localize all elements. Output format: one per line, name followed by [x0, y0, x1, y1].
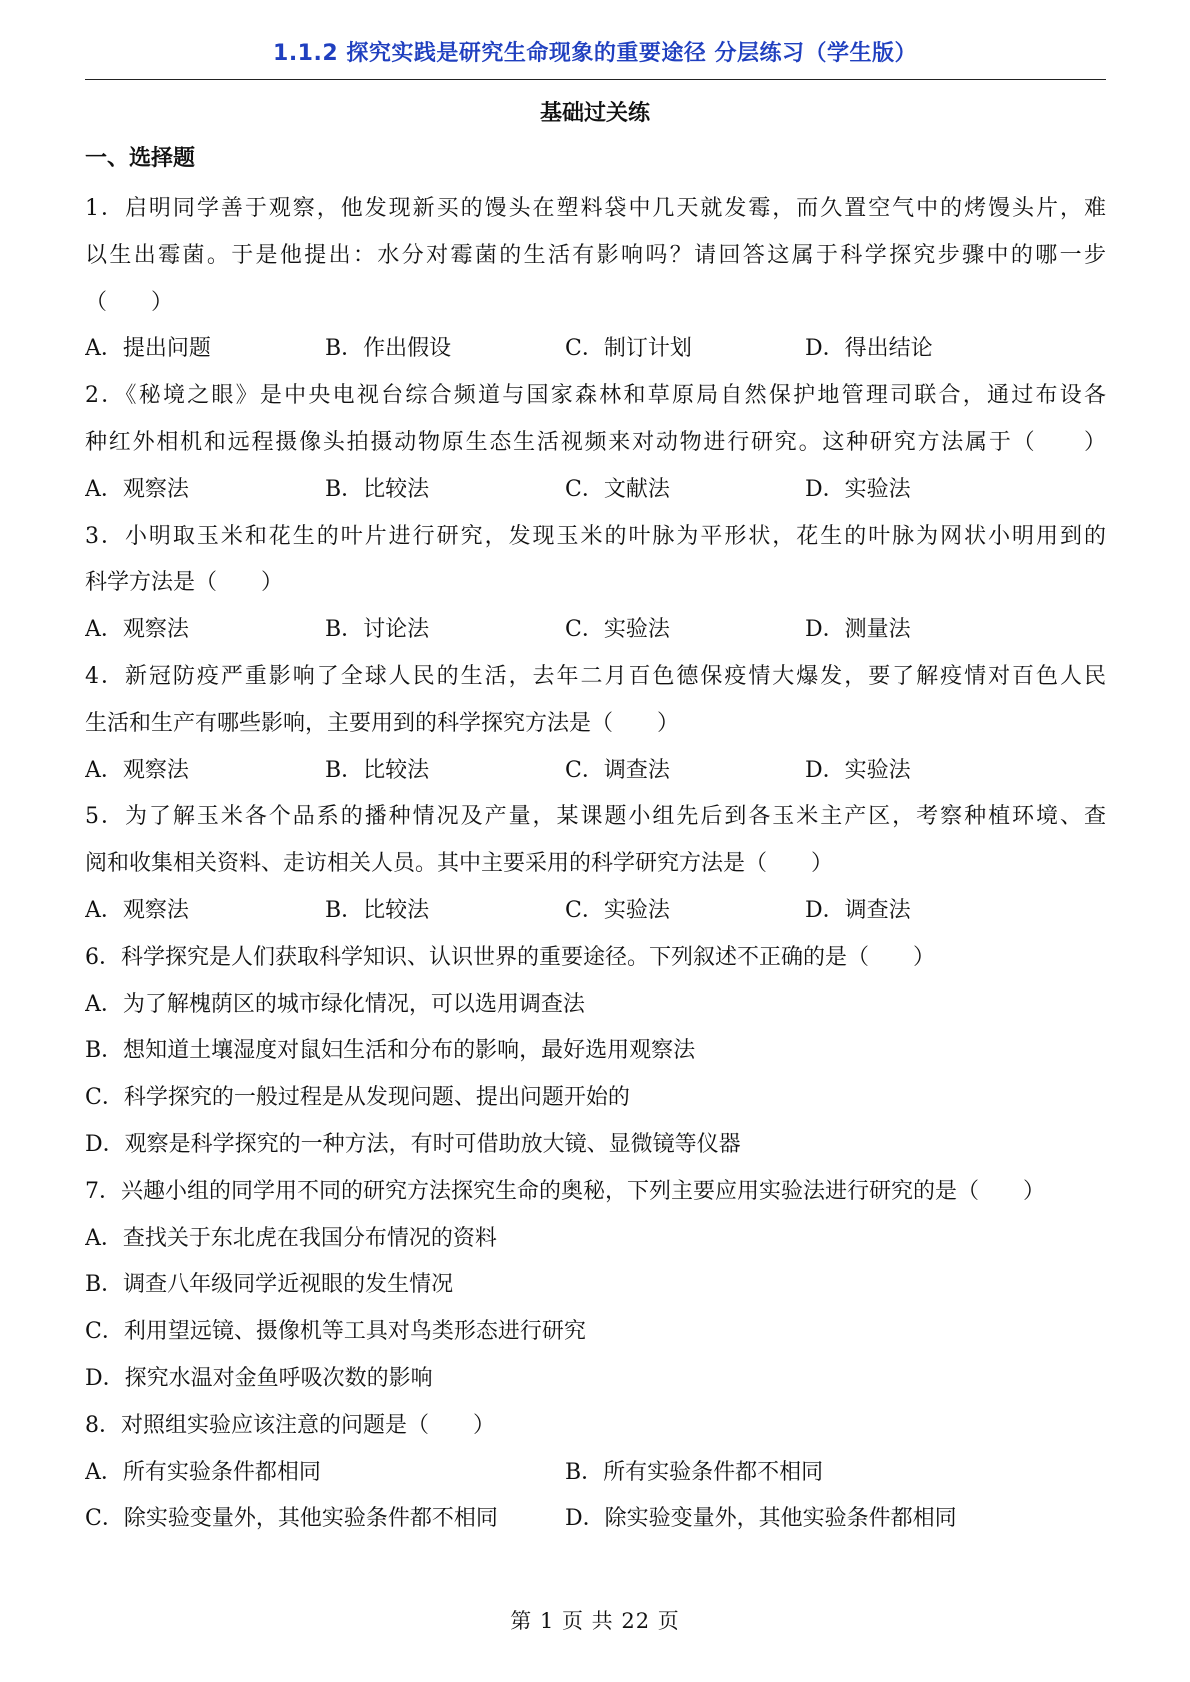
question-1-options [85, 326, 1106, 373]
question-2-options [85, 467, 1106, 514]
question-8-line-1: 8．对照组实验应该注意的问题是（ ） [85, 1412, 495, 1438]
option-d: D．测量法 [805, 617, 911, 643]
question-list [85, 186, 1106, 1543]
question-8-options-row-1 [85, 1450, 1106, 1497]
question-4-line-2: 生活和生产有哪些影响，主要用到的科学探究方法是（ ） [85, 710, 680, 736]
option-b: B．比较法 [325, 757, 430, 783]
header-divider [85, 79, 1106, 80]
option-a: A．观察法 [85, 476, 189, 502]
question-6-option-a: A．为了解槐荫区的城市绿化情况，可以选用调查法 [85, 991, 585, 1017]
question-5-options [85, 888, 1106, 935]
question-7-option-c: C．利用望远镜、摄像机等工具对鸟类形态进行研究 [85, 1319, 586, 1345]
option-b: B．作出假设 [325, 336, 452, 362]
option-c: C．制订计划 [565, 336, 692, 362]
option-c: C．除实验变量外，其他实验条件都不相同 [85, 1506, 498, 1532]
question-4-options [85, 748, 1106, 795]
question-6-option-c: C．科学探究的一般过程是从发现问题、提出问题开始的 [85, 1085, 630, 1111]
option-b: B．讨论法 [325, 617, 430, 643]
option-d: D．实验法 [805, 757, 911, 783]
question-6-option-d: D．观察是科学探究的一种方法，有时可借助放大镜、显微镜等仪器 [85, 1131, 741, 1157]
question-2-line-2: 种红外相机和远程摄像头拍摄动物原生态生活视频来对动物进行研究。这种研究方法属于（ ） [85, 429, 1106, 455]
option-a: A．提出问题 [85, 336, 211, 362]
question-7-option-d: D．探究水温对金鱼呼吸次数的影响 [85, 1365, 433, 1391]
option-b: B．比较法 [325, 476, 430, 502]
question-5-line-2: 阅和收集相关资料、走访相关人员。其中主要采用的科学研究方法是（ ） [85, 851, 834, 877]
question-7-line-1: 7．兴趣小组的同学用不同的研究方法探究生命的奥秘，下列主要应用实验法进行研究的是（ ） [85, 1178, 1046, 1204]
option-d: D．得出结论 [805, 336, 933, 362]
option-c: C．文献法 [565, 476, 670, 502]
option-b: B．所有实验条件都不相同 [565, 1459, 824, 1485]
option-a: A．所有实验条件都相同 [85, 1459, 321, 1485]
question-1-line-1: 1．启明同学善于观察，他发现新买的馒头在塑料袋中几天就发霉，而久置空气中的烤馒头片，难 [85, 196, 1106, 221]
question-4-line-1: 4．新冠防疫严重影响了全球人民的生活，去年二月百色德保疫情大爆发，要了解疫情对百色人民 [85, 663, 1106, 689]
option-d: D．除实验变量外，其他实验条件都相同 [565, 1506, 957, 1532]
question-6-option-b: B．想知道土壤湿度对鼠妇生活和分布的影响，最好选用观察法 [85, 1038, 696, 1064]
question-6-line-1: 6．科学探究是人们获取科学知识、认识世界的重要途径。下列叙述不正确的是（ ） [85, 944, 935, 970]
option-d: D．调查法 [805, 897, 911, 923]
question-1-line-2: 以生出霉菌。于是他提出：水分对霉菌的生活有影响吗？请回答这属于科学探究步骤中的哪一步 [85, 242, 1106, 268]
question-8-options-row-2 [85, 1496, 1106, 1543]
option-a: A．观察法 [85, 897, 189, 923]
option-c: C．实验法 [565, 897, 670, 923]
option-c: C．实验法 [565, 617, 670, 643]
part-heading: 一、选择题 [85, 146, 196, 171]
header-title: 1.1.2 探究实践是研究生命现象的重要途径 分层练习（学生版） [273, 41, 917, 66]
page-footer: 第 1 页 共 22 页 [510, 1609, 680, 1633]
option-c: C．调查法 [565, 757, 670, 783]
question-7-option-a: A．查找关于东北虎在我国分布情况的资料 [85, 1225, 497, 1251]
question-3-line-1: 3．小明取玉米和花生的叶片进行研究，发现玉米的叶脉为平形状，花生的叶脉为网状小明用到的 [85, 523, 1106, 549]
question-2-line-1: 2．《秘境之眼》是中央电视台综合频道与国家森林和草原局自然保护地管理司联合，通过布设各 [85, 383, 1106, 409]
question-3-options [85, 607, 1106, 654]
section-title: 基础过关练 [539, 101, 650, 126]
option-d: D．实验法 [805, 476, 911, 502]
question-3-line-2: 科学方法是（ ） [85, 570, 284, 596]
option-a: A．观察法 [85, 617, 189, 643]
question-1-line-3: （ ） [85, 289, 174, 315]
option-b: B．比较法 [325, 897, 430, 923]
option-a: A．观察法 [85, 757, 189, 783]
question-7-option-b: B．调查八年级同学近视眼的发生情况 [85, 1272, 454, 1298]
question-5-line-1: 5．为了解玉米各个品系的播种情况及产量，某课题小组先后到各玉米主产区，考察种植环境、查 [85, 804, 1106, 830]
